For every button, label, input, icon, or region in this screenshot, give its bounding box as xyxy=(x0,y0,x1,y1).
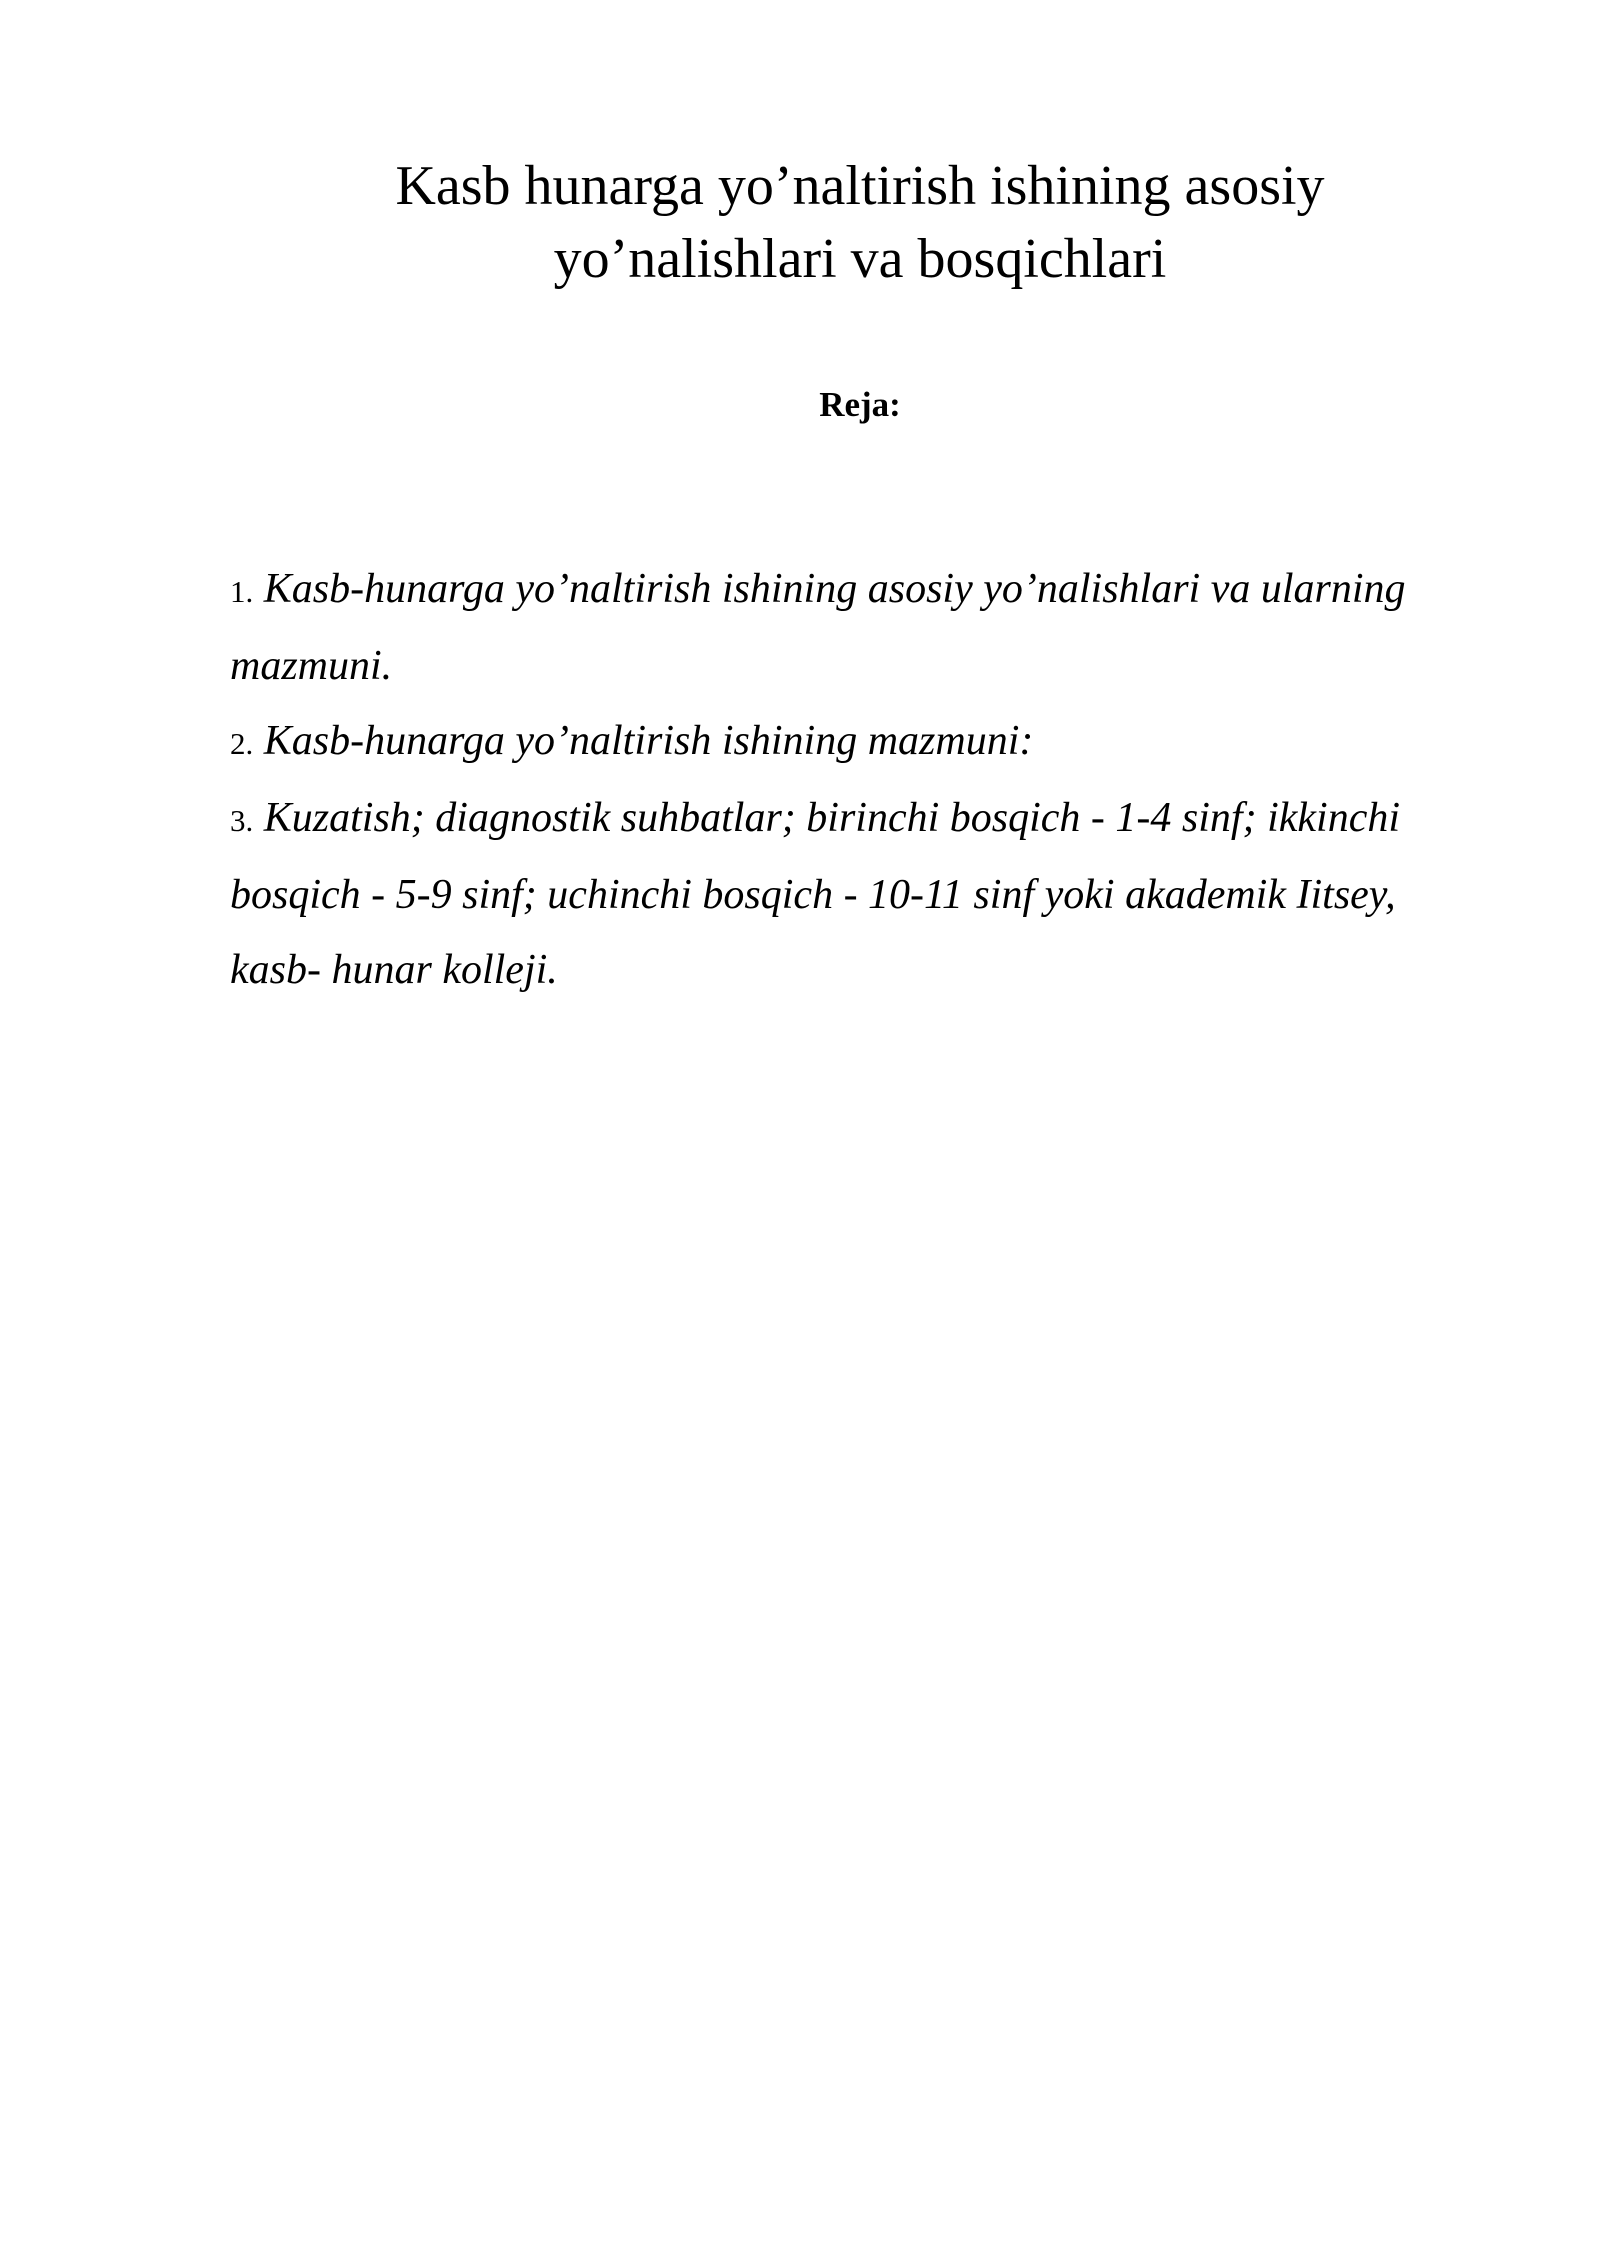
document-title xyxy=(250,150,1470,296)
plan-item-1 xyxy=(230,552,1470,704)
plan-item-text: Kasb-hunarga yo’naltirish ishining asosiy yo’nalishlari va ularning mazmuni. xyxy=(230,566,1406,689)
plan-item-text: Kasb-hunarga yo’naltirish ishining mazmuni: xyxy=(263,718,1034,764)
plan-item-3 xyxy=(230,781,1470,1008)
plan-item-text: Kuzatish; diagnostik suhbatlar; birinchi bosqich - 1-4 sinf; ikkinchi bosqich - 5-9 sinf; uchinchi bosqich - 10-11 sinf yoki akademik Iitsey, kasb- hunar kolleji. xyxy=(230,795,1401,993)
plan-item-number: 2. xyxy=(230,726,254,761)
document-title-line-2: yo’nalishlari va bosqichlari xyxy=(553,228,1167,290)
document-title-line-1: Kasb hunarga yo’naltirish ishining asosiy xyxy=(395,155,1325,217)
plan-list xyxy=(230,552,1470,1008)
plan-heading: Reja: xyxy=(819,385,901,424)
plan-item-number: 3. xyxy=(230,803,254,838)
plan-item-number: 1. xyxy=(230,574,254,609)
plan-item-2 xyxy=(230,704,1470,781)
